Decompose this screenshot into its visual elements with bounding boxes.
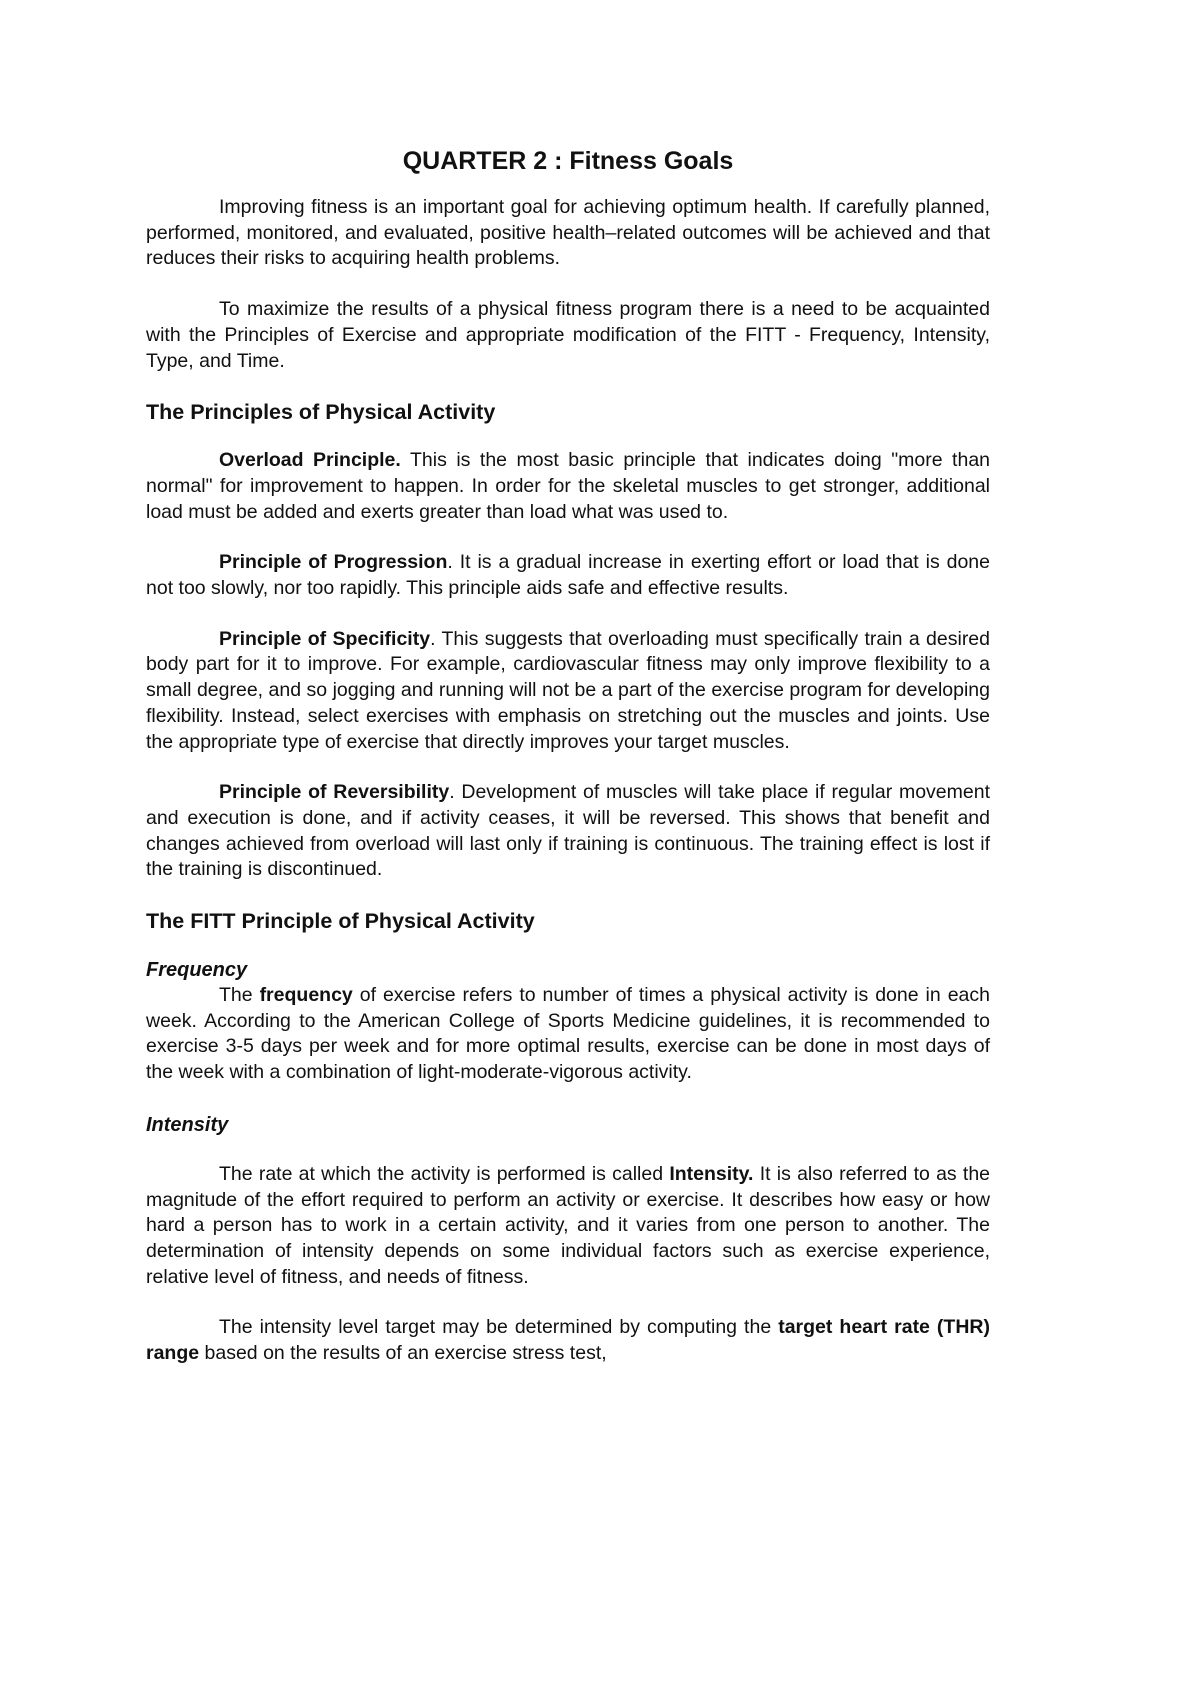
specificity-term: Principle of Specificity bbox=[219, 627, 431, 650]
intensity-heading: Intensity bbox=[146, 1113, 229, 1136]
page-title: QUARTER 2 : Fitness Goals bbox=[402, 147, 734, 175]
frequency-heading: Frequency bbox=[146, 959, 248, 982]
document-page bbox=[146, 140, 990, 1367]
fitt-heading: The FITT Principle of Physical Activity bbox=[146, 909, 535, 934]
thr-text: based on the results of an exercise stress test, bbox=[199, 1342, 607, 1365]
thr-pre: The intensity level target may be determined by computing the bbox=[219, 1316, 779, 1339]
frequency-text: of exercise refers to number of times a physical activity is done in each week. According to the American College of Sports Medicine guidelines, it is recommended to exercise 3-5 days per week and for more optimal results, exercise can be done in most days of the week with a combination of light-moderate-vigorous activity. bbox=[146, 984, 990, 1084]
intensity-pre: The rate at which the activity is performed is called bbox=[219, 1162, 670, 1185]
frequency-paragraph bbox=[146, 983, 990, 1086]
thr-term: target heart rate (THR) range bbox=[146, 1316, 990, 1365]
specificity-paragraph bbox=[146, 627, 990, 756]
intensity-text: It is also referred to as the magnitude of the effort required to perform an activity or exercise. It describes how easy or how hard a person has to work in a certain activity, and it varies from one person to another. The determination of intensity depends on some individual factors such as exercise experience, relative level of fitness, and needs of fitness. bbox=[146, 1162, 991, 1288]
intro-paragraph-1: Improving fitness is an important goal for achieving optimum health. If carefully planned, performed, monitored, and evaluated, positive health–related outcomes will be achieved and that reduces their risks to acquiring health problems. bbox=[146, 196, 990, 270]
progression-paragraph bbox=[146, 550, 990, 601]
frequency-term: frequency bbox=[259, 984, 353, 1007]
intensity-term: Intensity. bbox=[669, 1162, 754, 1185]
intro-paragraph-2: To maximize the results of a physical fitness program there is a need to be acquainted with the Principles of Exercise and appropriate modification of the FITT - Frequency, Intensity, Type, and Time. bbox=[146, 298, 990, 372]
overload-paragraph bbox=[146, 448, 990, 525]
reversibility-term: Principle of Reversibility bbox=[219, 781, 450, 804]
reversibility-text: . Development of muscles will take place if regular movement and execution is done, and if activity ceases, it will be reversed. This shows that benefit and changes achieved from overload will last only if training is continuous. The training effect is lost if the training is discontinued. bbox=[146, 781, 990, 881]
reversibility-paragraph bbox=[146, 780, 990, 883]
frequency-pre: The bbox=[219, 984, 260, 1007]
progression-text: . It is a gradual increase in exerting effort or load that is done not too slowly, nor too rapidly. This principle aids safe and effective results. bbox=[146, 551, 990, 600]
specificity-text: . This suggests that overloading must specifically train a desired body part for it to improve. For example, cardiovascular fitness may only improve flexibility to a small degree, and so jogging and running will not be a part of the exercise program for developing flexibility. Instead, select exercises with emphasis on stretching out the muscles and joints. Use the appropriate type of exercise that directly improves your target muscles. bbox=[146, 627, 990, 753]
principles-heading: The Principles of Physical Activity bbox=[146, 400, 496, 425]
thr-paragraph bbox=[146, 1315, 990, 1366]
progression-term: Principle of Progression bbox=[219, 551, 448, 574]
overload-text: This is the most basic principle that indicates doing "more than normal" for improvement to happen. In order for the skeletal muscles to get stronger, additional load must be added and exerts greater than load what was used to. bbox=[146, 449, 991, 523]
intensity-paragraph bbox=[146, 1162, 990, 1291]
overload-term: Overload Principle. bbox=[219, 449, 401, 472]
